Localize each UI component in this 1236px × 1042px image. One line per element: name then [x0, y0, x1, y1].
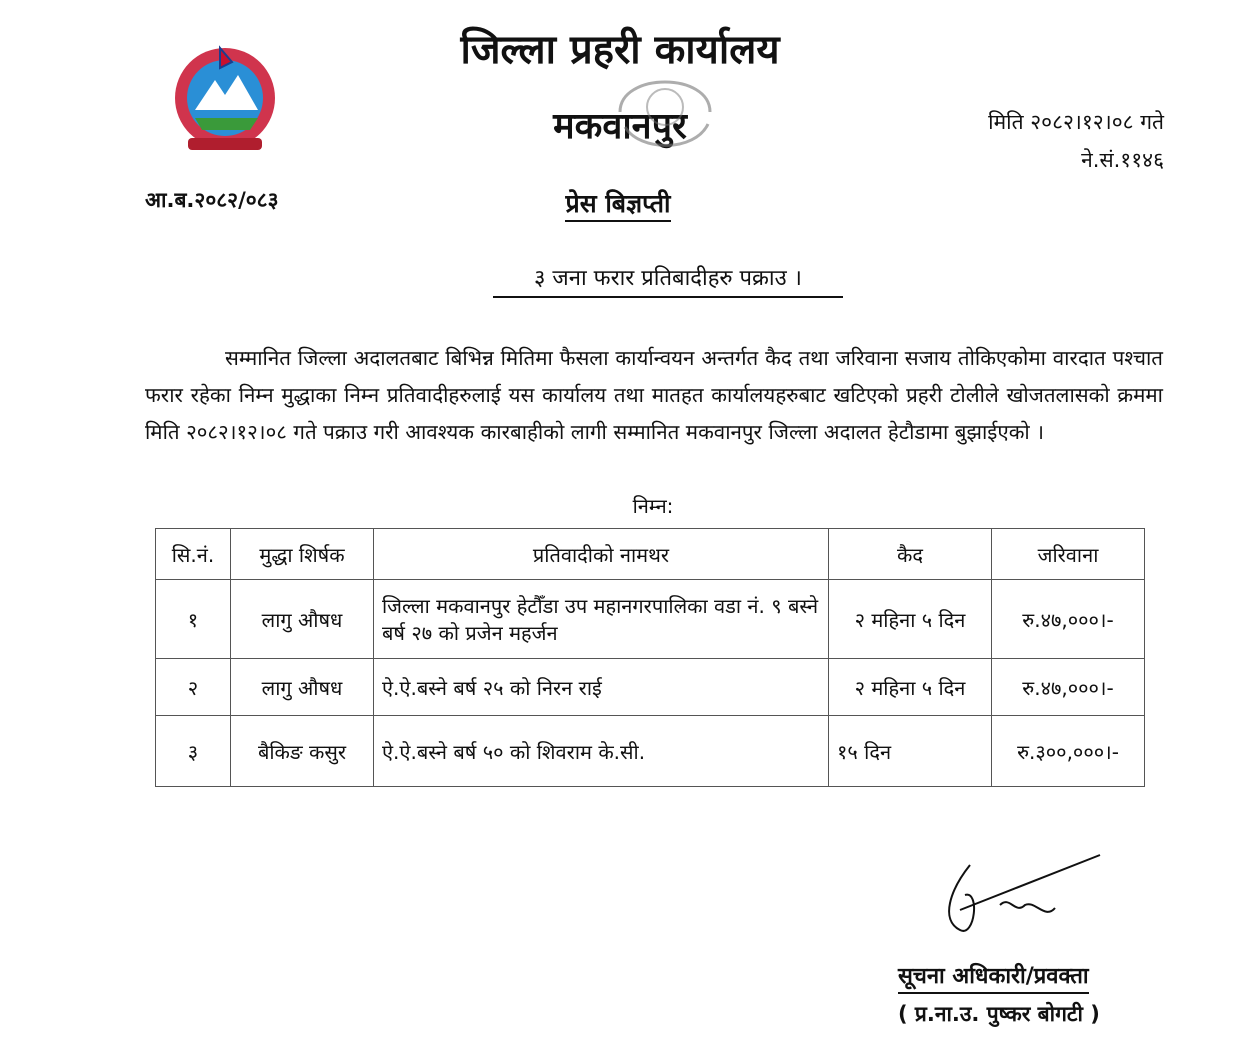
reference-number: ने.सं.११४६: [1081, 148, 1164, 172]
header-defendant: प्रतिवादीको नामथर: [374, 529, 829, 580]
header-imprisonment: कैद: [829, 529, 992, 580]
police-stamp-icon: [600, 52, 730, 162]
header-serial: सि.नं.: [156, 529, 231, 580]
table-row: [156, 659, 1145, 716]
cell-fine: रु.४७,०००।-: [992, 580, 1145, 659]
cell-case-title: बैकिङ कसुर: [231, 716, 374, 787]
cell-fine: रु.४७,०००।-: [992, 659, 1145, 716]
office-title: जिल्ला प्रहरी कार्यालय: [460, 27, 780, 73]
table-header-row: [156, 529, 1145, 580]
cell-case-title: लागु औषध: [231, 659, 374, 716]
cell-fine: रु.३००,०००।-: [992, 716, 1145, 787]
header-fine: जरिवाना: [992, 529, 1145, 580]
cell-imprisonment: २ महिना ५ दिन: [829, 580, 992, 659]
cell-imprisonment: २ महिना ५ दिन: [829, 659, 992, 716]
below-label: निम्न:: [632, 494, 674, 518]
press-release-title: [0, 186, 1236, 220]
cell-imprisonment: १५ दिन: [829, 716, 992, 787]
table-row: [156, 580, 1145, 659]
cell-serial: २: [156, 659, 231, 716]
headline: ३ जना फरार प्रतिबादीहरु पक्राउ ।: [493, 262, 843, 298]
cell-defendant: ऐ.ऐ.बस्ने बर्ष ५० को शिवराम के.सी.: [374, 716, 829, 787]
district-name: मकवानपुर: [553, 106, 687, 147]
case-table: [155, 528, 1145, 787]
cell-defendant: जिल्ला मकवानपुर हेटौँडा उप महानगरपालिका वडा नं. ९ बस्ने बर्ष २७ को प्रजेन महर्जन: [374, 580, 829, 659]
table-row: [156, 716, 1145, 787]
header-case-title: मुद्धा शिर्षक: [231, 529, 374, 580]
officer-name: ( प्र.ना.उ. पुष्कर बोगटी ): [898, 1002, 1100, 1026]
cell-serial: १: [156, 580, 231, 659]
nepal-emblem-icon: [160, 40, 290, 160]
fiscal-year: आ.ब.२०८२/०८३: [145, 188, 279, 212]
officer-title: सूचना अधिकारी/प्रवक्ता: [898, 960, 1089, 994]
signature-icon: [930, 850, 1110, 950]
cell-serial: ३: [156, 716, 231, 787]
issue-date: मिति २०८२।१२।०८ गते: [988, 110, 1164, 134]
cell-defendant: ऐ.ऐ.बस्ने बर्ष २५ को निरन राई: [374, 659, 829, 716]
press-release-title-text: प्रेस बिज्ञप्ती: [565, 189, 670, 222]
cell-case-title: लागु औषध: [231, 580, 374, 659]
body-paragraph: सम्मानित जिल्ला अदालतबाट बिभिन्न मितिमा फैसला कार्यान्वयन अन्तर्गत कैद तथा जरिवाना सजाय तोकिएकोमा वारदात पश्चात फरार रहेका निम्न मुद्धाका निम्न प्रतिवादीहरुलाई यस कार्यालय तथा मातहत कार्यालयहरुबाट खटिएको प्रहरी टोलीले खोजतलासको क्रममा मिति २०८२।१२।०८ गते पक्राउ गरी आवश्यक कारबाहीको लागी सम्मानित मकवानपुर जिल्ला अदालत हेटौडामा बुझाईएको ।: [145, 346, 1163, 444]
